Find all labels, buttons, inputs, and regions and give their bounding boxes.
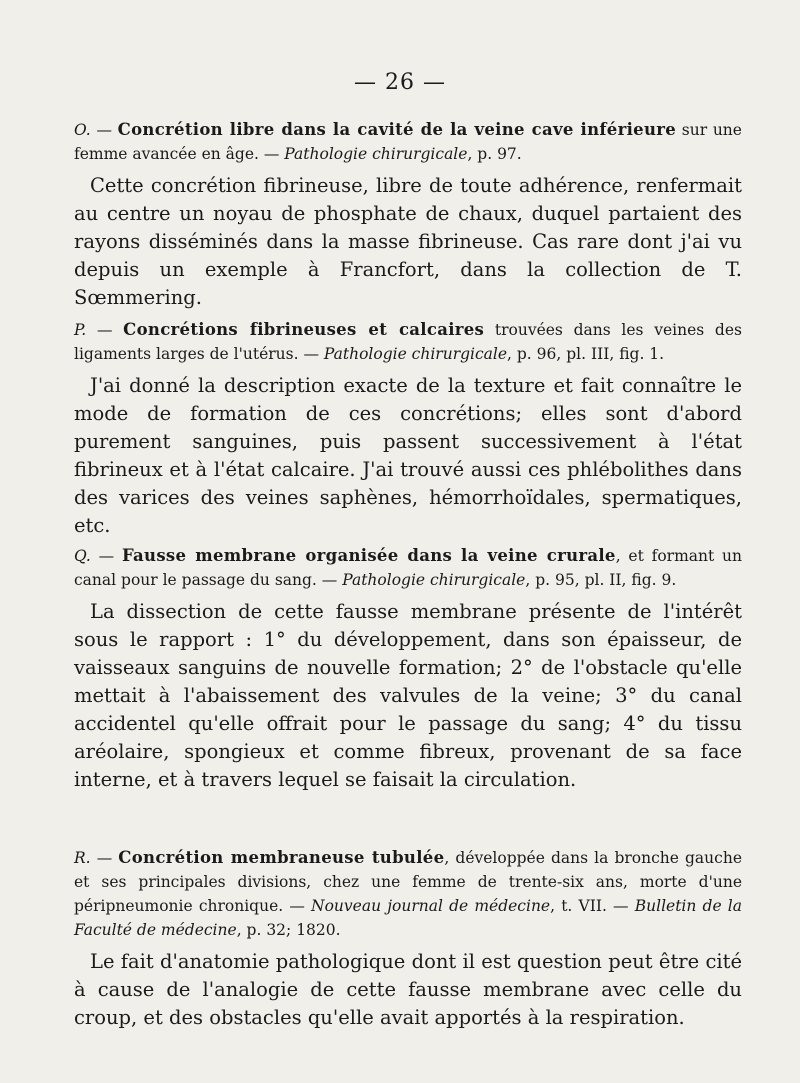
entry-reference-title: Pathologie chirurgicale — [323, 345, 508, 363]
entry-reference-pages: , p. 96, pl. III, fig. 1. — [507, 345, 665, 363]
entry-o — [74, 118, 742, 312]
entry-body — [74, 948, 742, 1032]
entry-body — [74, 372, 742, 540]
entry-separator: — — [96, 121, 112, 139]
entry-separator: — — [98, 547, 115, 565]
entry-reference-title: Pathologie chirurgicale — [342, 571, 526, 589]
entry-separator: — — [96, 849, 113, 867]
entry-heading: Concrétions fibrineuses et calcaires — [123, 320, 485, 339]
entry-caption — [74, 544, 742, 592]
entry-caption — [74, 118, 742, 166]
entry-reference-volume: , t. VII. — — [550, 897, 629, 915]
entry-reference-title-2: Bulletin de la Faculté de médecine — [74, 897, 742, 939]
entry-separator: — — [96, 321, 113, 339]
entry-letter: Q. — [74, 547, 91, 565]
entry-reference-pages: , p. 32; 1820. — [236, 921, 341, 939]
entry-reference-pages: , p. 95, pl. II, fig. 9. — [525, 571, 677, 589]
page-number: — 26 — — [354, 70, 446, 95]
entry-body — [74, 598, 742, 794]
entry-heading: Concrétion membraneuse tubulée — [118, 848, 445, 867]
entry-reference-title: Pathologie chirurgicale — [284, 145, 468, 163]
entry-body — [74, 172, 742, 312]
entry-description: trouvées dans les veines des ligaments larges de l'utérus. — — [74, 321, 742, 363]
entry-body-text: Cette concrétion fibrineuse, libre de toute adhérence, renfermait au centre un noyau de phosphate de chaux, duquel partaient des rayons disséminés dans la masse fibrineuse. Cas rare dont j'ai vu depuis un exemple à Francfort, dans la collection de T. Sœmmering. — [74, 174, 742, 309]
entry-body-text: La dissection de cette fausse membrane présente de l'intérêt sous le rapport : 1° du développement, dans son épaisseur, de vaisseaux sanguins de nouvelle formation; 2° de l'obstacle qu'elle mettait à l'abaissement des valvules de la veine; 3° du canal accidentel qu'elle offrait pour le passage du sang; 4° du tissu aréolaire, spongieux et comme fibreux, provenant de sa face interne, et à travers lequel se faisait la circulation. — [74, 600, 742, 791]
entry-description: , et formant un canal pour le passage du sang. — — [74, 547, 742, 589]
entry-letter: P. — [74, 321, 87, 339]
entry-body-text: J'ai donné la description exacte de la texture et fait connaître le mode de formation de ces concrétions; elles sont d'abord purement sanguines, puis passent successivement à l'état fibrineux et à l'état calcaire. J'ai trouvé aussi ces phlébolithes dans des varices des veines saphènes, hémorrhoïdales, spermatiques, etc. — [74, 374, 742, 537]
entry-r — [74, 846, 742, 1032]
entry-body-text: Le fait d'anatomie pathologique dont il est question peut être cité à cause de l'analogie de cette fausse membrane avec celle du croup, et des obstacles qu'elle avait apportés à la respiration. — [74, 950, 742, 1029]
entry-caption — [74, 318, 742, 366]
entry-caption — [74, 846, 742, 942]
entry-reference-pages: , p. 97. — [467, 145, 522, 163]
entry-heading: Concrétion libre dans la cavité de la veine cave inférieure — [117, 120, 677, 139]
entry-p — [74, 318, 742, 540]
entry-letter: O. — [74, 121, 91, 139]
entry-heading: Fausse membrane organisée dans la veine crurale — [121, 546, 616, 565]
entry-description: sur une femme avancée en âge. — — [74, 121, 742, 163]
entry-q — [74, 544, 742, 794]
entry-letter: R. — [74, 849, 91, 867]
entry-description: , développée dans la bronche gauche et ses principales divisions, chez une femme de trente-six ans, morte d'une péripneumonie chronique. — — [74, 849, 742, 915]
entry-reference-title: Nouveau journal de médecine — [311, 897, 551, 915]
